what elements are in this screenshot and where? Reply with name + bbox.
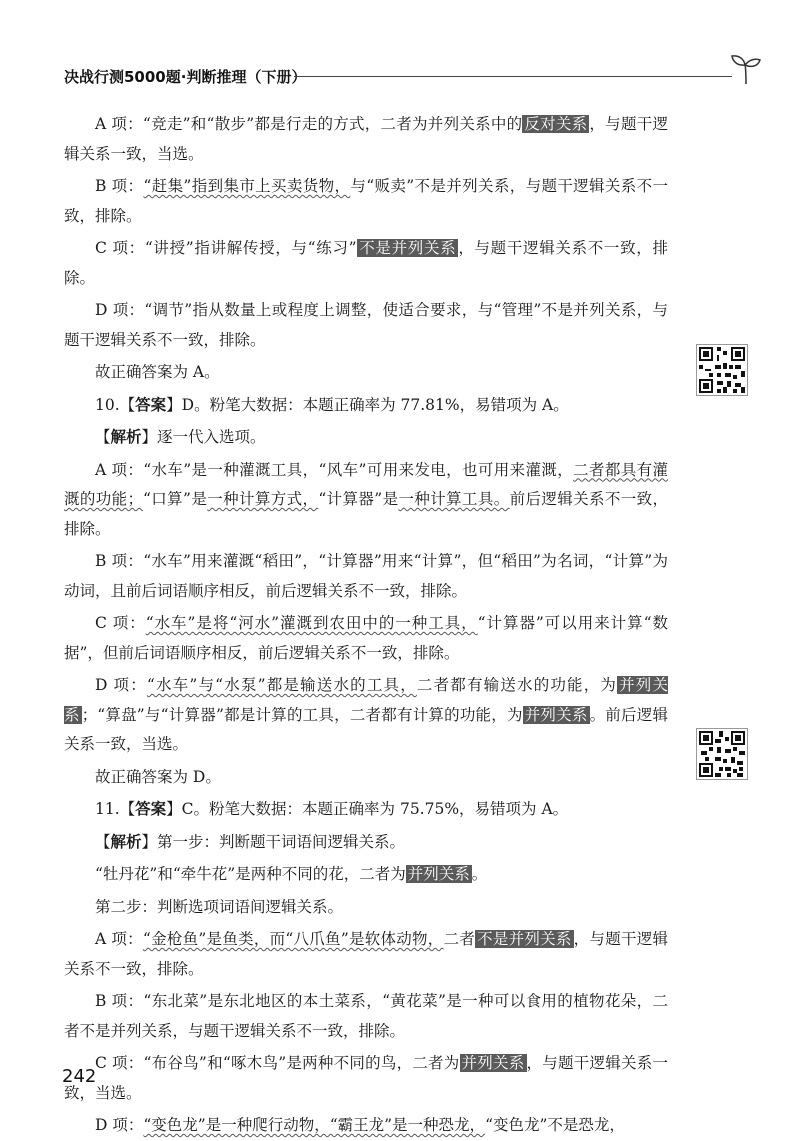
answer-label: 答案 xyxy=(135,395,167,414)
header-rule xyxy=(294,76,732,77)
paragraph-option-d: D 项：“水车”与“水泵”都是输送水的工具，二者都有输送水的功能，为 并列关系 ；“算盘”与“计算器”都是计算的工具，二者都有计算的功能，为 并列关系 。前后逻辑关系一致，当选。 xyxy=(64,676,668,753)
page-header xyxy=(50,52,765,92)
wavy-underline: “变色龙”是一种爬行动物，“霸王龙”是一种恐龙， xyxy=(143,1116,486,1134)
sprout-icon xyxy=(728,52,764,86)
answer-content xyxy=(64,110,668,1141)
highlight-tag: 并列关系 xyxy=(407,865,470,883)
page-number: 242 xyxy=(62,1066,97,1087)
paragraph-analysis-11: 【解析】第一步：判断题干词语间逻辑关系。 xyxy=(95,832,406,851)
wavy-underline: “赶集”指到集市上买卖货物， xyxy=(143,177,351,195)
highlight-tag: 并列关系 xyxy=(524,705,588,724)
paragraph-option-c: C 项：“讲授”指讲解传授，与“练习” 不是并列关系 ，与题干逻辑关系不一致，排除。 xyxy=(64,239,668,287)
wavy-underline: “水车”与“水泵”都是输送水的工具， xyxy=(146,676,417,694)
paragraph-conclusion: 故正确答案为 D。 xyxy=(95,767,221,786)
paragraph-option-a: A 项：“金枪鱼”是鱼类，而“八爪鱼”是软体动物，二者 不是并列关系 ，与题干逻辑关系不一致，排除。 xyxy=(64,930,668,978)
paragraph-answer-10: 10.【答案】D。粉笔大数据：本题正确率为 77.81%，易错项为 A。 xyxy=(95,395,569,414)
highlight-tag: 并列关系 xyxy=(461,1054,525,1072)
paragraph-analysis-10: 【解析】逐一代入选项。 xyxy=(95,428,266,446)
paragraph-option-a: A 项：“竞走”和“散步”都是行走的方式，二者为并列关系中的 反对关系 ，与题干逻辑关系一致，当选。 xyxy=(64,115,668,163)
paragraph-option-d: D 项：“变色龙”是一种爬行动物，“霸王龙”是一种恐龙，“变色龙”不是恐龙， xyxy=(95,1116,625,1134)
paragraph-option-c: C 项：“水车”是将“河水”灌溉到农田中的一种工具，“计算器”可以用来计算“数据”，但前后词语顺序相反，前后逻辑关系不一致，排除。 xyxy=(64,614,668,662)
wavy-underline: 一种计算方式， xyxy=(207,490,319,508)
wavy-underline: 二者都具有灌溉的功能； xyxy=(64,460,668,508)
paragraph-option-b: B 项：“水车”用来灌溉“稻田”，“计算器”用来“计算”，但“稻田”为名词，“计算”为动词，且前后词语顺序相反，前后逻辑关系不一致，排除。 xyxy=(64,552,668,600)
paragraph-option-b: B 项：“赶集”指到集市上买卖货物，与“贩卖”不是并列关系，与题干逻辑关系不一致，排除。 xyxy=(64,177,668,225)
paragraph-option-c: C 项：“布谷鸟”和“啄木鸟”是两种不同的鸟，二者为 并列关系 ，与题干逻辑关系一致，当选。 xyxy=(64,1054,668,1102)
highlight-tag: 不是并列关系 xyxy=(358,239,457,257)
highlight-tag: 反对关系 xyxy=(524,115,588,133)
analysis-label: 解析 xyxy=(110,428,142,446)
paragraph-conclusion: 故正确答案为 A。 xyxy=(95,363,220,381)
wavy-underline: “金枪鱼”是鱼类，而“八爪鱼”是软体动物， xyxy=(142,930,444,948)
wavy-underline: 一种计算工具。 xyxy=(398,490,510,508)
answer-label: 答案 xyxy=(135,800,167,818)
paragraph-step-2: 第二步：判断选项词语间逻辑关系。 xyxy=(95,897,344,916)
paragraph-option-d: D 项：“调节”指从数量上或程度上调整，使适合要求，与“管理”不是并列关系，与题干逻辑关系不一致，排除。 xyxy=(64,301,668,349)
qr-code-icon[interactable] xyxy=(696,728,748,780)
header-title: 决战行测5000题·判断推理（下册） xyxy=(64,68,307,86)
paragraph-option-a: A 项：“水车”是一种灌溉工具，“风车”可用来发电，也可用来灌溉，二者都具有灌溉的功能；“口算”是一种计算方式，“计算器”是一种计算工具。前后逻辑关系不一致，排除。 xyxy=(64,460,668,538)
highlight-tag: 并列关系 xyxy=(64,676,668,724)
wavy-underline: “水车”是将“河水”灌溉到农田中的一种工具， xyxy=(145,614,478,632)
highlight-tag: 不是并列关系 xyxy=(477,930,572,948)
paragraph-answer-11: 11.【答案】C。粉笔大数据：本题正确率为 75.75%，易错项为 A。 xyxy=(95,800,569,818)
qr-code-icon[interactable] xyxy=(696,344,748,396)
paragraph-option-b: B 项：“东北菜”是东北地区的本土菜系，“黄花菜”是一种可以食用的植物花朵，二者不是并列关系，与题干逻辑关系不一致，排除。 xyxy=(64,992,668,1040)
analysis-label: 解析 xyxy=(110,832,142,851)
paragraph-step-1: “牡丹花”和“牵牛花”是两种不同的花，二者为 并列关系 。 xyxy=(95,865,488,883)
